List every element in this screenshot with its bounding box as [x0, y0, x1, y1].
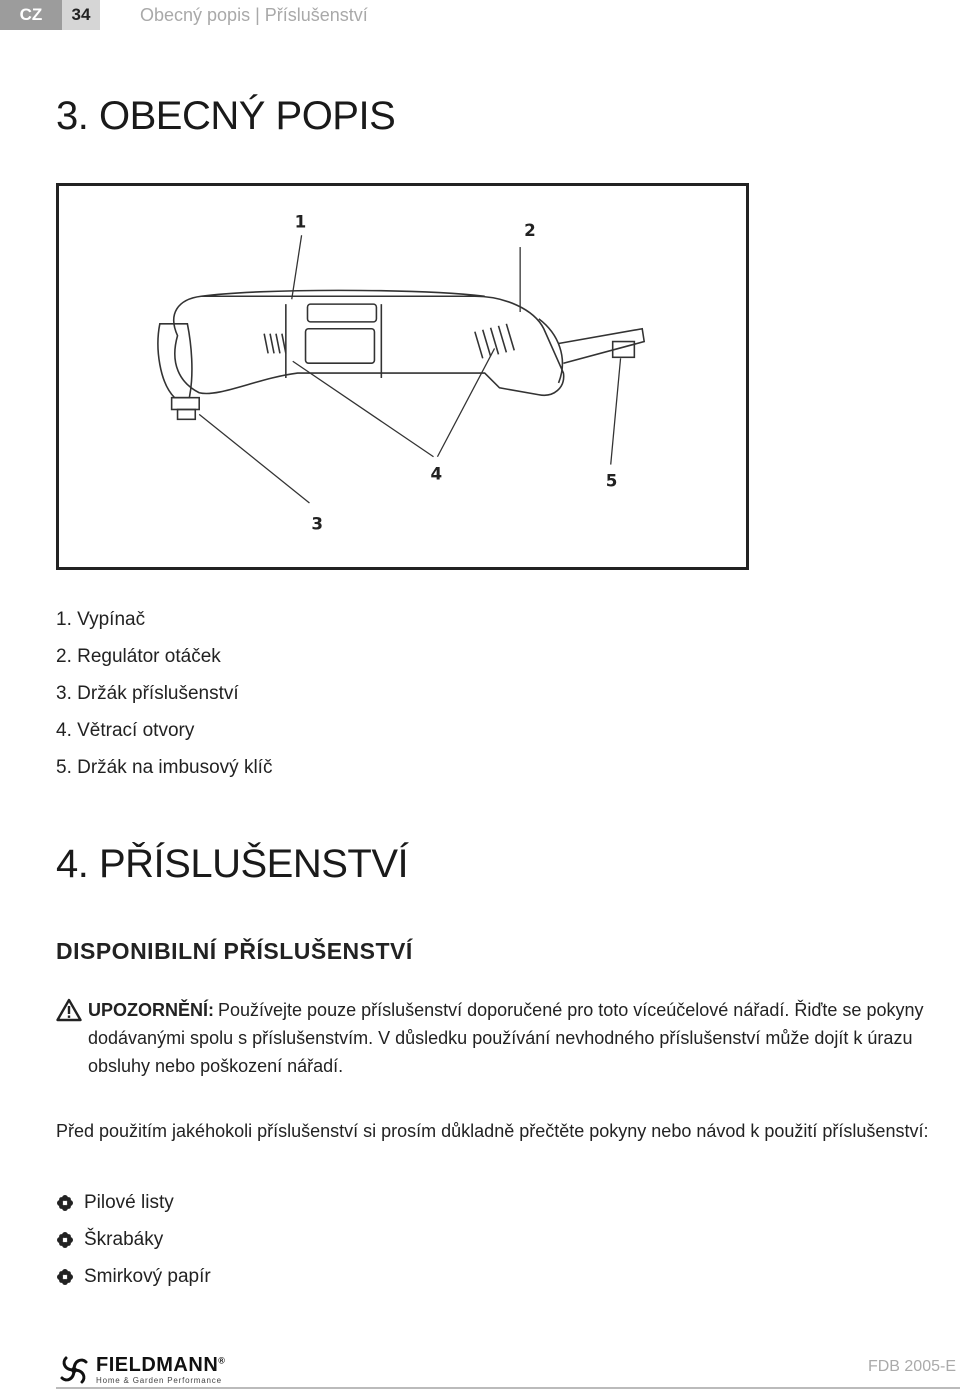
- leader-5: [611, 358, 621, 464]
- page-number: 34: [62, 0, 100, 30]
- section-title-accessories: 4. PŘÍSLUŠENSTVÍ: [56, 842, 409, 886]
- legend-item: 4. Větrací otvory: [56, 720, 195, 741]
- legend-item: 5. Držák na imbusový klíč: [56, 757, 273, 778]
- warning-label: UPOZORNĚNÍ:: [88, 1000, 214, 1020]
- flower-bullet-icon: [56, 1194, 74, 1212]
- tool-diagram: [56, 183, 749, 570]
- page-header: [0, 0, 368, 30]
- fieldmann-swirl-icon: [56, 1352, 92, 1388]
- callout-4: 4: [430, 463, 443, 484]
- list-item: [56, 1221, 211, 1258]
- list-item-label: Smirkový papír: [84, 1265, 211, 1287]
- list-item-label: Škrabáky: [84, 1228, 164, 1250]
- top-window: [307, 304, 376, 322]
- leader-4b: [437, 348, 494, 456]
- callout-5: 5: [605, 470, 618, 491]
- accessories-intro: Před použitím jakéhokoli příslušenství si prosím důkladně přečtěte pokyny nebo návod k použití příslušenství:: [56, 1121, 929, 1141]
- leader-1: [292, 235, 302, 299]
- accessories-list: [56, 1184, 211, 1295]
- list-item: [56, 1258, 211, 1295]
- legend-item: 1. Vypínač: [56, 609, 146, 630]
- warning-block: [56, 996, 960, 1080]
- brand-name: FIELDMANN: [96, 1354, 219, 1376]
- callout-2: 2: [524, 220, 536, 241]
- leader-3: [199, 414, 309, 503]
- running-title: Obecný popis | Příslušenství: [140, 4, 368, 25]
- list-item: [56, 1184, 211, 1221]
- warning-text: Používejte pouze příslušenství doporučené pro toto víceúčelové nářadí. Řiďte se pokyny dodávanými spolu s příslušenstvím. V důsledku používání nevhodného příslušenství může dojít k úrazu obsluhy nebo poškození nářadí.: [88, 1000, 924, 1076]
- legend-item: 2. Regulátor otáček: [56, 646, 221, 667]
- subsection-title-available-accessories: DISPONIBILNÍ PŘÍSLUŠENSTVÍ: [56, 938, 413, 964]
- list-item-label: Pilové listy: [84, 1191, 174, 1213]
- switch-window: [306, 329, 375, 363]
- tool-top-ridge: [201, 290, 485, 296]
- callout-3: 3: [311, 513, 324, 534]
- brand-tagline: Home & Garden Performance: [96, 1376, 222, 1385]
- flower-bullet-icon: [56, 1231, 74, 1249]
- flower-bullet-icon: [56, 1268, 74, 1286]
- leader-4a: [293, 361, 434, 456]
- brand-logo: [56, 1352, 225, 1388]
- accessory-holder: [172, 398, 200, 410]
- diagram-legend: [56, 605, 272, 790]
- language-tab: CZ: [0, 0, 62, 30]
- callout-1: 1: [294, 211, 307, 232]
- model-number: FDB 2005-E: [867, 1358, 956, 1375]
- registered-mark: ®: [218, 1355, 226, 1366]
- footer-divider: [56, 1387, 960, 1389]
- tool-motor-end: [539, 319, 563, 383]
- vent-slots-front: [264, 334, 286, 354]
- section-title-general-description: 3. OBECNÝ POPIS: [56, 94, 396, 138]
- warning-triangle-icon: [56, 998, 82, 1022]
- vent-slots-rear: [475, 324, 514, 358]
- legend-item: 3. Držák příslušenství: [56, 683, 239, 704]
